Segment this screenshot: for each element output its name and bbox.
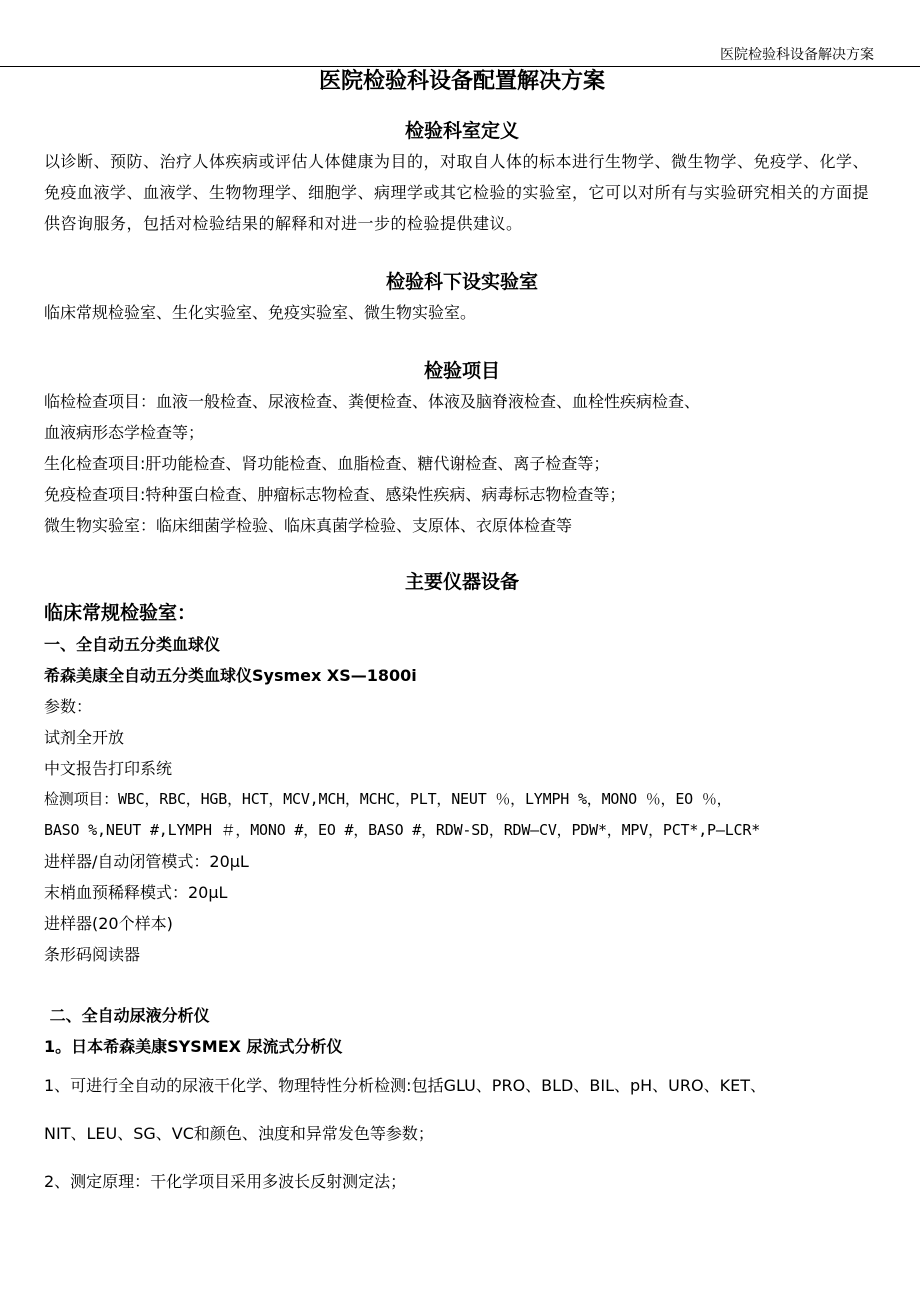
param-predilution-mode: 末梢血预稀释模式：20μL [44,883,228,902]
routine-lab-heading: 临床常规检验室： [44,602,197,624]
param-test-items-line-1: 检测项目：WBC，RBC，HGB，HCT，MCV,MCH，MCHC，PLT，NEUT ％，LYMPH %，MONO ％，EO ％， [44,790,732,808]
param-reagent: 试剂全开放 [44,728,125,747]
param-test-items-line-2: BASO %,NEUT #,LYMPH ＃，MONO #，EO #，BASO #，RDW-SD，RDW—CV，PDW*，MPV，PCT*,P—LCR* [44,821,761,839]
params-label: 参数： [44,697,93,716]
document-title: 医院检验科设备配置解决方案 [318,68,605,94]
items-line-2: 血液病形态学检查等； [44,423,205,442]
item1-title: 一、全自动五分类血球仪 [44,635,221,654]
section-heading-equipment: 主要仪器设备 [404,571,519,593]
item1-model: 希森美康全自动五分类血球仪Sysmex XS—1800i [44,666,417,685]
items-line-4: 免疫检查项目:特种蛋白检查、肿瘤标志物检查、感染性疾病、病毒标志物检查等； [44,485,626,504]
item2-point-1-line-1: 1、可进行全自动的尿液干化学、物理特性分析检测:包括GLU、PRO、BLD、BIL、pH、URO、KET、 [44,1076,766,1095]
labs-paragraph: 临床常规检验室、生化实验室、免疫实验室、微生物实验室。 [44,303,477,322]
items-line-5: 微生物实验室：临床细菌学检验、临床真菌学检验、支原体、衣原体检查等 [44,516,573,535]
item2-model: 1。日本希森美康SYSMEX 尿流式分析仪 [44,1037,343,1056]
section-heading-labs: 检验科下设实验室 [385,271,538,293]
param-sampler-mode: 进样器/自动闭管模式：20μL [44,852,249,871]
param-sampler-capacity: 进样器(20个样本) [44,914,173,933]
section-heading-definition: 检验科室定义 [404,120,519,142]
section-heading-items: 检验项目 [423,360,500,382]
param-report-system: 中文报告打印系统 [44,759,173,778]
running-header: 医院检验科设备解决方案 [720,47,874,63]
item2-point-1-line-2: NIT、LEU、SG、VC和颜色、浊度和异常发色等参数； [44,1124,434,1143]
items-line-3: 生化检查项目:肝功能检查、肾功能检查、血脂检查、糖代谢检查、离子检查等； [44,454,610,473]
param-barcode-reader: 条形码阅读器 [44,945,141,964]
item2-point-2: 2、测定原理：干化学项目采用多波长反射测定法； [44,1172,407,1191]
items-line-1: 临检检查项目：血液一般检查、尿液检查、粪便检查、体液及脑脊液检查、血栓性疾病检查、 [44,392,701,411]
document-body [44,64,880,1206]
definition-paragraph: 以诊断、预防、治疗人体疾病或评估人体健康为目的，对取自人体的标本进行生物学、微生物学、免疫学、化学、免疫血液学、血液学、生物物理学、细胞学、病理学或其它检验的实验室，它可以对所有与实验研究相关的方面提供咨询服务，包括对检验结果的解释和对进一步的检验提供建议。 [44,152,870,233]
item2-title: 二、全自动尿液分析仪 [44,1006,210,1025]
